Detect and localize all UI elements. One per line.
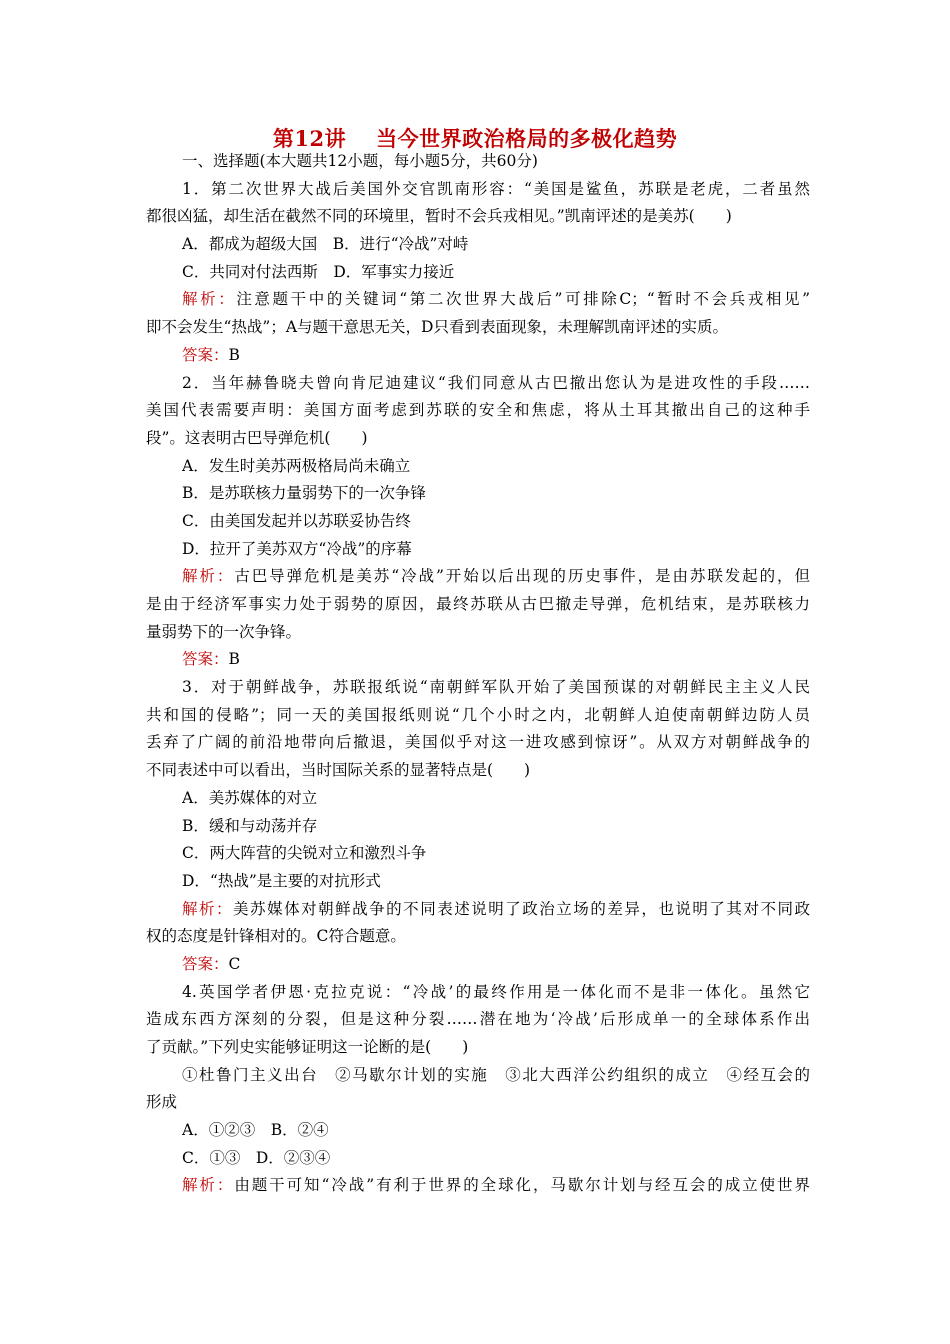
question-4-items-line: 形成 [146,1093,178,1112]
document-body [146,148,810,1200]
question-1-stem-line: 1．第二次世界大战后美国外交官凯南形容：“美国是鲨鱼，苏联是老虎，二者虽然 [182,179,810,198]
question-4-stem-line: 4.英国学者伊恩·克拉克说：“冷战’的最终作用是一体化而不是非一体化。虽然它 [182,982,810,1001]
question-3-stem-line: 不同表述中可以看出，当时国际关系的显著特点是( ) [146,761,531,780]
question-3-option: C．两大阵营的尖锐对立和激烈斗争 [182,844,427,863]
question-3-stem-line: 共和国的侵略”；同一天的美国报纸则说“几个小时之内，北朝鲜人迫使南朝鲜边防人员 [146,705,810,724]
lesson-number: 第12讲 [272,126,347,151]
question-3-answer: 答案：C [182,954,241,973]
analysis-label: 解析： [182,290,237,309]
question-4-analysis-line: 解析：由题干可知“冷战”有利于世界的全球化，马歇尔计划与经互会的成立使世界 [182,1176,810,1195]
question-2-analysis-line: 量弱势下的一次争锋。 [146,622,302,641]
question-1-answer: 答案：B [182,345,240,364]
answer-label: 答案： [182,345,229,364]
question-4-option: C．①③ D．②③④ [182,1148,331,1167]
question-3-option: A．美苏媒体的对立 [182,788,318,807]
analysis-label: 解析： [182,567,235,586]
question-2-stem-line: 段”。这表明古巴导弹危机( ) [146,428,368,447]
question-2-option: A．发生时美苏两极格局尚未确立 [182,456,411,475]
question-1-analysis-line: 即不会发生“热战”；A与题干意思无关，D只看到表面现象，未理解凯南评述的实质。 [146,318,728,337]
question-2-answer: 答案：B [182,650,240,669]
question-2-stem-line: 2．当年赫鲁晓夫曾向肯尼迪建议“我们同意从古巴撤出您认为是进攻性的手段…… [182,373,810,392]
answer-label: 答案： [182,650,229,669]
question-2-option: B．是苏联核力量弱势下的一次争锋 [182,484,426,503]
question-3-option: D．“热战”是主要的对抗形式 [182,871,381,890]
question-3-stem-line: 3．对于朝鲜战争，苏联报纸说“南朝鲜军队开始了美国预谋的对朝鲜民主主义人民 [182,678,810,697]
question-3-analysis-line: 解析：美苏媒体对朝鲜战争的不同表述说明了政治立场的差异，也说明了其对不同政 [182,899,810,918]
question-1-stem-line: 都很凶猛，却生活在截然不同的环境里，暂时不会兵戎相见。”凯南评述的是美苏( ) [146,207,732,226]
question-4-stem-line: 造成东西方深刻的分裂，但是这种分裂……潜在地为‘冷战’后形成单一的全球体系作出 [146,1010,810,1029]
question-4-stem-line: 了贡献。”下列史实能够证明这一论断的是( ) [146,1038,469,1056]
question-2-option: C．由美国发起并以苏联妥协告终 [182,511,411,530]
question-3-analysis-line: 权的态度是针锋相对的。C符合题意。 [146,927,406,946]
question-3-stem-line: 丢弃了广阔的前沿地带向后撤退，美国似乎对这一进攻感到惊讶”。从双方对朝鲜战争的 [146,733,810,752]
question-2-analysis-line: 解析：古巴导弹危机是美苏“冷战”开始以后出现的历史事件，是由苏联发起的，但 [182,567,810,586]
analysis-label: 解析： [182,1176,235,1195]
question-4-items-line: ①杜鲁门主义出台 ②马歇尔计划的实施 ③北大西洋公约组织的成立 ④经互会的 [182,1065,810,1084]
question-2-stem-line: 美国代表需要声明：美国方面考虑到苏联的安全和焦虑，将从土耳其撤出自己的这种手 [146,401,810,420]
question-2-analysis-line: 是由于经济军事实力处于弱势的原因，最终苏联从古巴撤走导弹，危机结束，是苏联核力 [146,595,810,613]
question-3-option: B．缓和与动荡并存 [182,816,318,835]
question-4-option: A．①②③ B．②④ [182,1121,329,1140]
question-1-option: A．都成为超级大国 B．进行“冷战”对峙 [182,235,469,254]
lesson-title: 当今世界政治格局的多极化趋势 [376,126,678,151]
analysis-label: 解析： [182,899,234,918]
answer-label: 答案： [182,954,229,973]
section-heading: 一、选择题(本大题共12小题，每小题5分，共60分) [182,152,538,170]
question-1-analysis-line: 解析：注意题干中的关键词“第二次世界大战后”可排除C；“暂时不会兵戎相见” [182,290,810,309]
question-1-option: C．共同对付法西斯 D．军事实力接近 [182,262,455,281]
question-2-option: D．拉开了美苏双方“冷战”的序幕 [182,539,412,558]
